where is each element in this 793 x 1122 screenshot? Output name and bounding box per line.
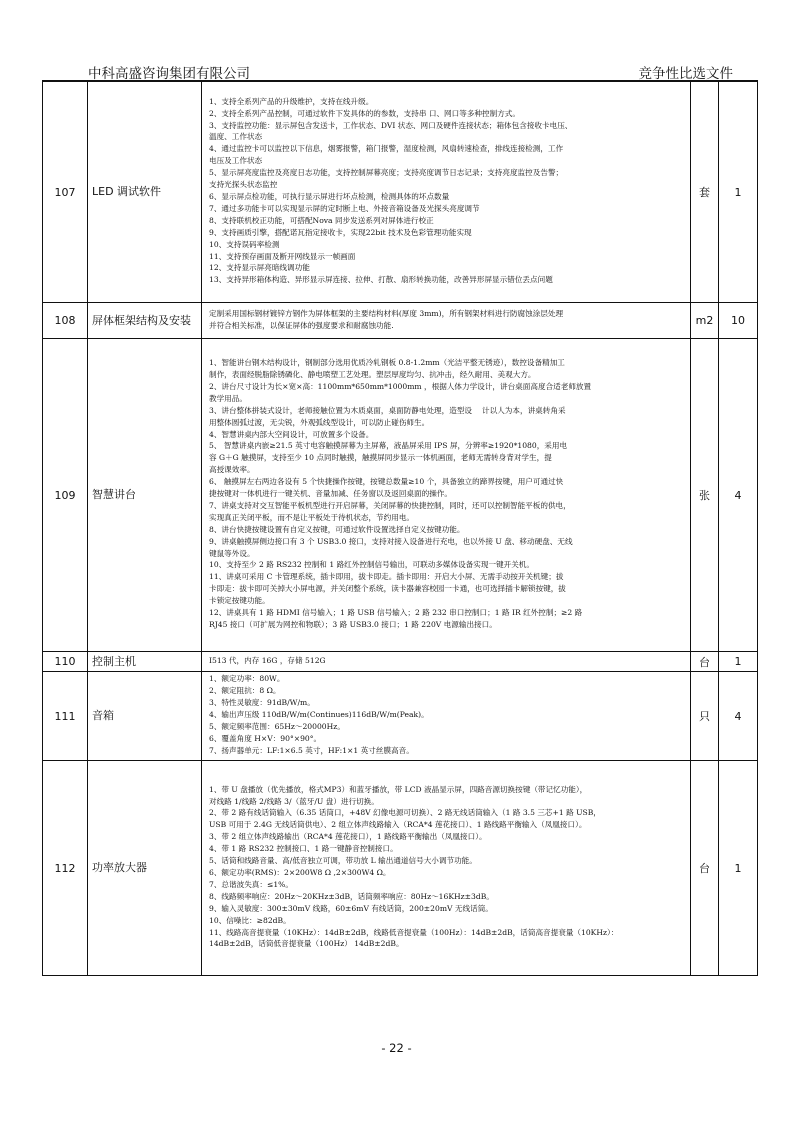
spec-line: 制作，表面经脱脂除锈磷化、静电喷塑工艺处理。塑层厚度均匀、抗冲击，经久耐用、美观大方。 [209,369,536,379]
table-row [43,303,758,339]
table-row [43,652,758,672]
spec-line: 9、支持画质引擎，搭配诺瓦指定接收卡，实现22bit 技术及色彩管理功能实现 [209,227,472,237]
spec-line: 2、带 2 路有线话筒输入（6.35 话筒口，+48V 幻像电源可切换）、2 路无线话筒输入（1 路 3.5 三芯+1 路 USB， [209,808,601,818]
spec-line: USB 可用于 2.4G 无线话筒供电）、2 组立体声线路输入（RCA*4 莲花接口）、1 路线路平衡输入（凤凰接口）。 [209,820,587,830]
spec-line: 并符合相关标准，以保证屏体的强度要求和耐腐蚀功能. [209,320,394,330]
spec-line: 8、线路频率响应：20Hz～20KHz±3dB，话筒频率响应：80Hz～16KHz±3dB。 [209,891,494,901]
item-quantity: 4 [719,672,758,761]
item-unit: 台 [691,761,719,976]
spec-line: 13、支持异形箱体构造、异形显示屏连接、拉伸、打散、扇形转换功能，改善异形屏显示错位丢点问题 [209,275,553,285]
spec-line: 用整体圆弧过渡，无尖锐，外观弧线型设计，可以防止碰伤师生。 [209,417,430,427]
spec-line: 捷按键对一体机进行一键关机、音量加减、任务窗以及返回桌面的操作。 [209,489,452,499]
item-quantity: 4 [719,339,758,652]
item-unit: 套 [691,82,719,303]
spec-table [42,81,758,976]
item-specification [202,761,691,976]
spec-line: 10、支持至少 2 路 RS232 控制和 1 路红外控制信号输出，可联动多媒体设备实现一键开关机。 [209,560,534,570]
spec-line: 7、总谐波失真：≤1%。 [209,879,293,889]
table-row [43,761,758,976]
item-quantity: 1 [719,761,758,976]
spec-line: 11、线路高音提衰量（10KHz）：14dB±2dB，线路低音提衰量（100Hz）：14dB±2dB，话筒高音提衰量（10KHz）： [209,927,619,937]
spec-line: 3、讲台整体拼装式设计，老师接触位置为木质桌面，桌面防静电处理，造型设 计以人为本，讲桌转角采 [209,405,566,415]
spec-line: 14dB±2dB，话筒低音提衰量（100Hz） 14dB±2dB。 [209,939,404,949]
spec-line: 6、额定功率(RMS)：2×200W8 Ω ,2×300W4 Ω。 [209,868,391,877]
spec-line: 11、讲桌可采用 C 卡管理系统，插卡即用，拔卡即走。插卡即用：开启大小屏、无需手动按开关机键；拔 [209,572,564,582]
spec-line: 7、通过多功能卡可以实现显示屏的定时断上电、外接音箱设备及光探头亮度调节 [209,203,480,213]
spec-line: 定制采用国标钢材镀锌方钢作为屏体框架的主要结构材料(厚度 3mm)，所有钢架材料进行防腐蚀涂层处理 [209,308,564,318]
header-company: 中科高盛咨询集团有限公司 [88,66,250,82]
spec-line: 1、支持全系列产品的升级维护，支持在线升级。 [209,96,374,106]
item-name: 屏体框架结构及安装 [88,303,202,339]
spec-line: 4、输出声压级 110dB/W/m(Continues)116dB/W/m(Peak)。 [209,710,429,720]
spec-line: 6、覆盖角度 H×V：90°×90°。 [209,733,322,743]
spec-line: 支持光探头状态监控 [209,180,278,190]
item-specification [202,339,691,652]
spec-line: 对线路 1/线路 2/线路 3/（蓝牙/U 盘）进行切换。 [209,796,379,806]
item-number: 108 [43,303,88,339]
spec-line: 卡即走：拔卡即可关掉大小屏电源，并关闭整个系统，读卡器兼容校园一卡通，也可选择插卡解锁按键，拔 [209,584,566,594]
spec-line: 实现真正关闭平板，而不是让平板处于待机状态，节约用电。 [209,512,415,522]
table-row [43,82,758,303]
page-number: - 22 - [381,1041,412,1055]
item-quantity: 1 [719,652,758,672]
item-name: 控制主机 [88,652,202,672]
item-specification [202,82,691,303]
table-row [43,672,758,761]
spec-line: 电压及工作状态 [209,156,263,166]
spec-line: 10、信噪比：≥82dB。 [209,915,291,925]
item-specification [202,652,691,672]
spec-line: 5、 智慧讲桌内嵌≥21.5 英寸电容触摸屏幕为主屏幕，液晶屏采用 IPS 屏，分辨率≥1920*1080，采用电 [209,441,568,451]
spec-line: RJ45 接口（可扩展为网控和物联）；3 路 USB3.0 接口；1 路 220V 电源输出接口。 [209,620,497,630]
spec-line: 4、智慧讲桌内部大空间设计，可放置多个设备。 [209,429,374,439]
spec-line: 3、支持监控功能：显示屏包含发送卡，工作状态、DVI 状态、网口及硬件连接状态；箱体包含接收卡电压、 [209,120,573,130]
spec-line: 6、显示屏点检功能，可执行显示屏进行坏点检测，检测具体的坏点数量 [209,192,450,201]
spec-line: I513 代，内存 16G ，存储 512G [209,655,326,665]
spec-line: 7、讲桌支持对交互智能平板机型进行开启屏幕，关闭屏幕的快捷控制，同时，还可以控制智能平板的供电， [209,500,571,510]
item-number: 110 [43,652,88,672]
spec-line: 4、带 1 路 RS232 控制接口、1 路一键静音控制接口。 [209,844,398,854]
spec-line: 高授课效率。 [209,465,255,475]
spec-line: 5、显示屏亮度监控及亮度日志功能，支持控制屏幕亮度；支持亮度调节日志记录；支持亮度监控及告警； [209,168,564,178]
spec-line: 卡锁定按键功能。 [209,596,270,606]
spec-line: 8、支持联机校正功能，可搭配Nova 同步发送系列对屏体进行校正 [209,215,434,225]
spec-line: 2、支持全系列产品控制，可通过软件下发具体的的参数，支持串 口、网口等多种控制方式。 [209,108,520,118]
item-name: 功率放大器 [88,761,202,976]
item-quantity: 1 [719,82,758,303]
spec-line: 容 G＋G 触摸屏，支持至少 10 点同时触摸，触摸屏同步显示一体机画面，老师无需转身背对学生，提 [209,453,552,463]
spec-line: 1、智能讲台钢木结构设计，钢制部分选用优质冷轧钢板 0.8-1.2mm（光洁平整无锈迹），数控设备精加工 [209,358,565,368]
spec-line: 4、通过监控卡可以监控以下信息，烟雾报警，箱门报警，湿度检测，风扇转速检查，排线连接检测，工作 [209,144,564,154]
item-specification [202,303,691,339]
spec-line: 3、特性灵敏度：91dB/W/m。 [209,698,315,708]
spec-line: 9、讲桌触摸屏侧边接口有 3 个 USB3.0 接口，支持对接入设备进行充电，也以外接 U 盘、移动硬盘、无线 [209,536,573,546]
item-name: 智慧讲台 [88,339,202,652]
item-unit: 只 [691,672,719,761]
item-number: 109 [43,339,88,652]
item-unit: m2 [691,303,719,339]
item-unit: 张 [691,339,719,652]
header-doc-type: 竞争性比选文件 [638,66,733,82]
spec-line: 教学用品。 [209,393,247,403]
spec-line: 12、讲桌具有 1 路 HDMI 信号输入；1 路 USB 信号输入；2 路 232 串口控制口；1 路 IR 红外控制；≥2 路 [209,608,583,618]
table-row [43,339,758,652]
spec-table-body [43,82,758,976]
spec-line: 11、支持预存画面及断开网线显示一帧画面 [209,251,356,261]
item-specification [202,672,691,761]
spec-line: 5、额定频率范围：65Hz～20000Hz。 [209,721,345,731]
spec-line: 1、额定功率：80W。 [209,674,285,684]
spec-line: 6、 触摸屏左右两边各设有 5 个快捷操作按键，按键总数量≥10 个，具备独立的蹄界按键，用户可通过快 [209,477,564,487]
item-number: 111 [43,672,88,761]
spec-line: 3、带 2 组立体声线路输出（RCA*4 莲花接口），1 路线路平衡输出（凤凰接口）。 [209,832,487,842]
item-number: 112 [43,761,88,976]
item-unit: 台 [691,652,719,672]
spec-line: 8、讲台快捷按键设置有自定义按键，可通过软件设置选择自定义按键功能。 [209,524,465,534]
spec-line: 5、话筒和线路音量、高/低音独立可调，带功放 L 输出通道信号大小调节功能。 [209,856,477,866]
spec-line: 键鼠等外设。 [209,548,255,558]
spec-line: 7、扬声器单元：LF:1×6.5 英寸，HF:1×1 英寸丝膜高音。 [209,745,414,755]
spec-line: 2、讲台尺寸设计为长×宽×高：1100mm*650mm*1000mm ，根据人体力学设计，讲台桌面高度合适老师放置 [209,381,592,391]
spec-line: 9、输入灵敏度：300±30mV 线路，60±6mV 有线话筒，200±20mV 无线话筒。 [209,903,493,913]
spec-line: 1、带 U 盘播放（优先播放，格式MP3）和蓝牙播放，带 LCD 液晶显示屏，四路音源切换按键（带记忆功能）， [209,784,588,794]
item-name: 音箱 [88,672,202,761]
item-name: LED 调试软件 [88,82,202,303]
item-quantity: 10 [719,303,758,339]
spec-line: 2、额定阻抗：8 Ω。 [209,686,281,696]
spec-line: 10、支持误码率检测 [209,239,280,249]
spec-line: 温度、工作状态 [209,132,263,142]
spec-line: 12、支持显示屏亮暗线调功能 [209,263,310,273]
item-number: 107 [43,82,88,303]
